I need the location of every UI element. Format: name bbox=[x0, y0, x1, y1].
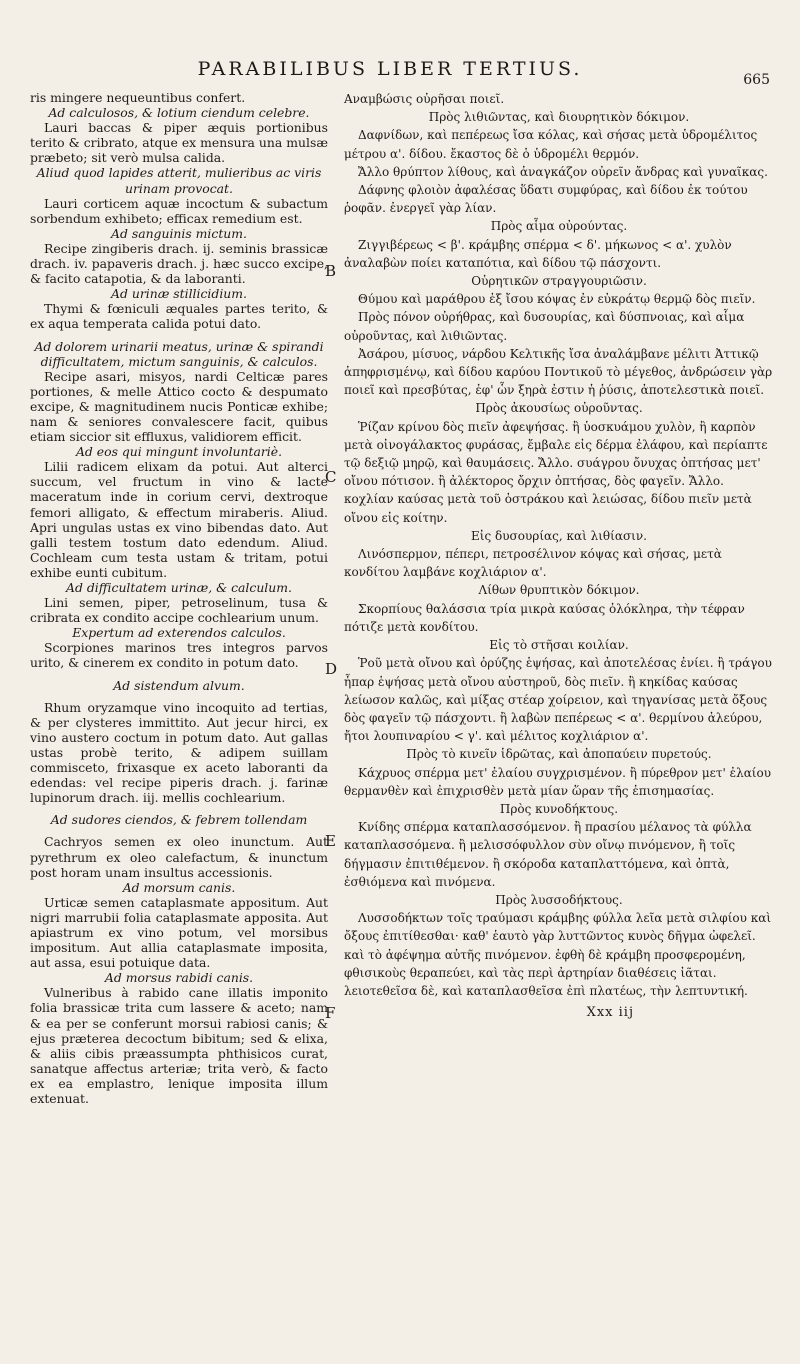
greek-text: Σκορπίους θαλάσσια τρία μικρὰ καύσας ὁλόκληρα, τὴν τέφραν πότιζε μετὰ κονδίτου. bbox=[344, 601, 745, 634]
greek-text: Ῥοῦ μετὰ οἴνου καὶ ὀρύζης ἑψήσας, καὶ ἀποτελέσας ἐνίει. ἢ τράγου ἧπαρ ἑψήσας μετὰ οἴνου αὐστηροῦ, δὸς πιεῖν. ἢ κηκίδας καύσας λείωσον καλῶς, καὶ μίξας στέαρ χοίρειον, καὶ τηγανίσας μετὰ ὄξους δὸς φαγεῖν τῷ πάσχοντι. ἢ λαβὼν πεπέρεως < α'. θερμίνου ἀλεύρου, ἤτοι λουπιναρίου < γ'. καὶ μέλιτος κοχλιάριον α'. bbox=[344, 656, 772, 744]
greek-text: Δαφνίδων, καὶ πεπέρεως ἴσα κόλας, καὶ σήσας μετὰ ὑδρομέλιτος μέτρου α'. δίδου. ἔκαστος δὲ ὁ ὑδρομέλι θερμόν. bbox=[344, 128, 758, 161]
latin-heading: Ad urinæ stillicidium. bbox=[111, 286, 247, 302]
greek-text: Πρὸς πόνον οὐρήθρας, καὶ δυσουρίας, καὶ δύσπνοιας, καὶ αἷμα οὐροῦντας, καὶ λιθιῶντας. bbox=[344, 310, 745, 343]
latin-heading: Ad morsus rabidi canis. bbox=[104, 970, 254, 986]
greek-text: Ἀσάρου, μίσυος, νάρδου Κελτικῆς ἴσα ἀναλάμβανε μέλιτι Ἀττικῷ ἀπηφρισμένῳ, καὶ δίδου καρύου Ποντικοῦ τὸ μέγεθος, ἀνδρώσειν γὰρ ποιεῖ καὶ πρεσβύτας, ἐφ' ὧν ξηρὰ ἐστιν ἡ ῥύσις, ἀποτελεστικὰ ποιεῖ. bbox=[344, 346, 773, 398]
greek-text: Λινόσπερμον, πέπερι, πετροσέλινον κόψας καὶ σήσας, μετὰ κονδίτου λαμβάνε κοχλιάριον α'. bbox=[344, 547, 722, 580]
greek-heading: Πρὸς αἷμα οὐρούντας. bbox=[490, 219, 628, 234]
margin-letter-b: B bbox=[325, 262, 337, 280]
margin-letter-e: E bbox=[325, 832, 336, 850]
page-number: 665 bbox=[743, 72, 770, 88]
signature-mark: Xxx iij bbox=[586, 1005, 634, 1021]
latin-text: Lini semen, piper, petroselinum, tusa & cribrata ex condito accipe cochlearium unum. bbox=[30, 595, 328, 626]
greek-heading: Πρὸς ἀκουσίως οὐροῦντας. bbox=[475, 401, 643, 416]
latin-heading: Ad difficultatem urinæ, & calculum. bbox=[66, 580, 292, 595]
latin-text: Lilii radicem elixam da potui. Aut alterci succum, vel fructum in vino & lacte maceratum inde in corium cervi, dextroque femori alligato, & effectum miraberis. Aliud. Apri ungulas ustas ex vino bibendas dato. Aut galli testem tostum dato edendum. Aliud. Cochleam cum testa ustam & tritam, potui exhibe eunti cubitum. bbox=[30, 459, 328, 580]
greek-heading: Εἰς τὸ στῆσαι κοιλίαν. bbox=[489, 638, 629, 653]
latin-heading: Ad sudores ciendos, & febrem tollendam bbox=[50, 812, 308, 828]
latin-heading: Ad sistendum alvum. bbox=[113, 677, 245, 693]
latin-text: Lauri baccas & piper æquis portionibus terito & cribrato, atque ex mensura una mulsæ præbeto; sit verò mulsa calida. bbox=[30, 120, 328, 166]
greek-text: Λυσσοδήκτων τοῖς τραύμασι κράμβης φύλλα λεῖα μετὰ σιλφίου καὶ ὄξους ἐπιτίθεσθαι· καθ' ἑαυτὸ γὰρ λυττῶντος κυνὸς δῆγμα ὠφελεῖ. καὶ τὸ ἀφέψημα αὐτῆς πινόμενον. ἑφθὴ δὲ κράμβη προσφερομένη, φθισικοὺς θεραπεύει, καὶ τὰς περὶ ἀρτηρίαν διαθέσεις ἰᾶται. λειοτεθεῖσα δὲ, καὶ καταπλασθεῖσα ἐπὶ πλατέως, τὴν λεπτυντική. bbox=[344, 911, 772, 998]
latin-text: Thymi & fœniculi æquales partes terito, & ex aqua temperata calida potui dato. bbox=[30, 301, 328, 332]
latin-heading: Ad morsum canis. bbox=[122, 879, 236, 895]
greek-heading: Πρὸς κυνοδήκτους. bbox=[499, 801, 619, 816]
latin-text: ris mingere nequeuntibus confert. bbox=[30, 90, 246, 105]
greek-heading: Πρὸς λιθιῶντας, καὶ διουρητικὸν δόκιμον. bbox=[428, 110, 690, 125]
latin-column bbox=[30, 90, 328, 1106]
running-head: PARABILIBUS LIBER TERTIUS. bbox=[197, 58, 583, 80]
latin-text: Urticæ semen cataplasmate appositum. Aut nigri marrubii folia cataplasmate apposita. Aut apiastrum ex vino potum, vel morsibus impositum. Aut allia cataplasmate imposita, aut assa, esui potuique data. bbox=[30, 894, 328, 971]
latin-text: Vulneribus à rabido cane illatis imponito folia brassicæ trita cum lassere & aceto; nam & ea per se conferunt morsui rabiosi canis; & ejus præterea decoctum bibitum; sed & elixa, & aliis cibis præassumpta phthisicos curat, sanatque affectus arteriæ; trita verò, & facto ex ea emplastro, lenique imposita illum extenuat. bbox=[30, 985, 328, 1106]
latin-heading: Ad calculosos, & lotium ciendum celebre. bbox=[48, 105, 310, 121]
greek-text: Ῥίζαν κρίνου δὸς πιεῖν ἀφεψήσας. ἢ ὑοσκυάμου χυλὸν, ἢ καρπὸν μετὰ οἰνογάλακτος φυράσας, ἔμβαλε εἰς δέρμα ἐλάφου, καὶ περίαπτε τῷ δεξιῷ μηρῷ, καὶ θαυμάσεις. Ἄλλο. συάγρου ὄνυχας ὀπτήσας μετ' οἴνου πότισον. ἢ ἀλέκτορος ὄρχιν ὀπτήσας, δὸς φαγεῖν. Ἄλλο. κοχλίαν καύσας μετὰ τοῦ ὀστράκου καὶ λειώσας, δίδου πιεῖν μετὰ οἴνου εἰς κοίτην. bbox=[344, 419, 768, 525]
greek-text: Ἄλλο θρύπτον λίθους, καὶ ἀναγκάζον οὐρεῖν ἄνδρας καὶ γυναῖκας. bbox=[358, 164, 768, 179]
greek-text: Αναμβώσις οὐρῆσαι ποιεῖ. bbox=[344, 92, 505, 106]
greek-heading: Πρὸς λυσσοδήκτους. bbox=[495, 892, 623, 907]
margin-letter-d: D bbox=[325, 660, 338, 678]
latin-text: Lauri corticem aquæ incoctum & subactum sorbendum exhibeto; efficax remedium est. bbox=[30, 195, 328, 226]
greek-text: Θύμου καὶ μαράθρου ἐξ ἴσου κόψας ἐν εὐκράτῳ θερμῷ δὸς πιεῖν. bbox=[358, 292, 756, 307]
latin-text: Recipe asari, misyos, nardi Celticæ pares portiones, & melle Attico cocto & despumato excipe, & magnitudinem nucis Ponticæ exhibe; nam & seniores convalescere facit, quibus etiam siccior sit effluxus, validiorem efficit. bbox=[30, 368, 328, 445]
latin-heading: Ad eos qui mingunt involuntariè. bbox=[75, 444, 283, 460]
latin-heading: Ad dolorem urinarii meatus, urinæ & spirandi difficultatem, mictum sanguinis, & calculos. bbox=[34, 338, 324, 369]
latin-heading: Expertum ad exterendos calculos. bbox=[72, 625, 286, 641]
greek-text: Ζιγγιβέρεως < β'. κράμβης σπέρμα < δ'. μήκωνος < α'. χυλὸν ἀναλαβὼν ποίει καταπότια, καὶ δίδου τῷ πάσχοντι. bbox=[344, 237, 732, 270]
greek-text: Δάφνης φλοιὸν ἀφαλέσας ὕδατι συμφύρας, καὶ δίδου ἐκ τούτου ῥοφᾶν. ἐνεργεῖ γὰρ λίαν. bbox=[344, 183, 748, 216]
latin-text: Cachryos semen ex oleo inunctum. Aut pyrethrum ex oleo calefactum, & inunctum post horam unam insultus accessionis. bbox=[30, 834, 328, 880]
greek-heading: Εἰς δυσουρίας, καὶ λιθίασιν. bbox=[471, 528, 647, 543]
greek-column bbox=[344, 90, 774, 1022]
greek-text: Κνίδης σπέρμα καταπλασσόμενον. ἢ πρασίου μέλανος τὰ φύλλα καταπλασσόμενα. ἢ μελισσόφυλλον σὺν οἴνῳ πινόμενον, ἢ τοῖς δήγμασιν ἐπιτιθέμενον. ἢ σκόροδα καταπλαττόμενα, καὶ ὀπτὰ, ἐσθιόμενα καὶ πινόμενα. bbox=[344, 820, 752, 889]
latin-text: Rhum oryzamque vino incoquito ad tertias, & per clysteres immittito. Aut jecur hirci, ex vino austero coctum in potum dato. Aut gallas ustas probè terito, & adipem suillam commisceto, frixasque ex aceto laboranti da edendas: vel recipe piperis drach. j. farinæ lupinorum drach. iij. mellis cochlearium. bbox=[30, 699, 328, 806]
greek-heading: Πρὸς τὸ κινεῖν ἱδρῶτας, καὶ ἀποπαύειν πυρετούς. bbox=[406, 747, 712, 762]
latin-text: Scorpiones marinos tres integros parvos urito, & cinerem ex condito in potum dato. bbox=[30, 640, 328, 671]
latin-heading: Ad sanguinis mictum. bbox=[111, 225, 247, 241]
margin-letter-c: C bbox=[325, 468, 337, 486]
greek-heading: Οὐρητικῶν στραγγουριῶσιν. bbox=[471, 274, 647, 289]
greek-heading: Λίθων θρυπτικὸν δόκιμον. bbox=[478, 583, 640, 598]
margin-letter-f: F bbox=[325, 1004, 336, 1022]
latin-text: Recipe zingiberis drach. ij. seminis brassicæ drach. iv. papaveris drach. j. hæc succo excipe, & facito catapotia, & da laboranti. bbox=[30, 240, 328, 287]
greek-text: Κάχρυος σπέρμα μετ' ἐλαίου συγχρισμένον. ἢ πύρεθρον μετ' ἐλαίου θερμανθὲν καὶ ἐπιχρισθὲν μετὰ μίαν ὥραν τῆς ἐπισημασίας. bbox=[344, 765, 772, 798]
latin-heading: Aliud quod lapides atterit, mulieribus ac viris urinam provocat. bbox=[36, 165, 322, 196]
